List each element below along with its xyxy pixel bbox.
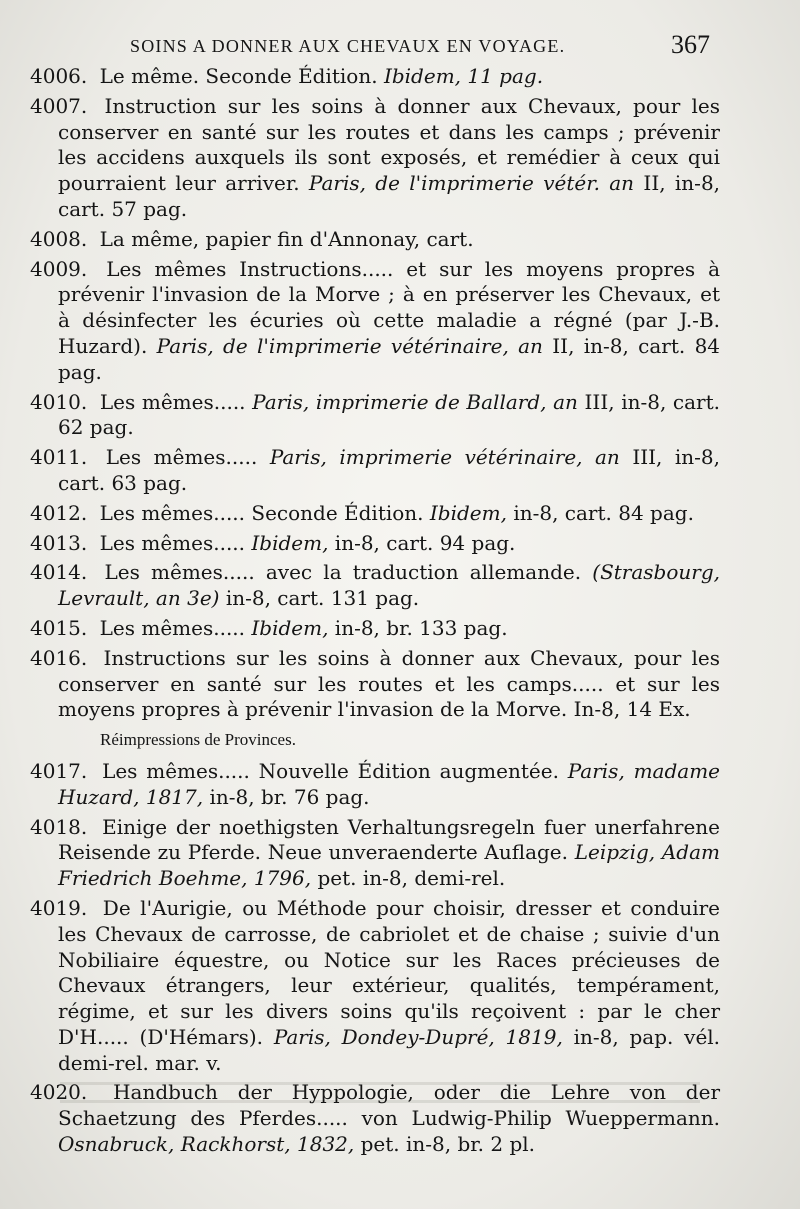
entry-number: 4013. (30, 530, 88, 555)
entry-number: 4012. (30, 500, 88, 525)
entry-title: Les mêmes..... (99, 615, 246, 640)
entry-title: Les mêmes..... avec la traduction allemande. (104, 560, 582, 585)
catalog-entry (30, 257, 720, 386)
catalog-entry (30, 64, 720, 90)
entry-title: Einige der noethigsten Verhaltungsregeln fuer unerfahrene Reisende zu Pferde. Neue unveraenderte Auflage. (58, 814, 720, 865)
entry-title: Les mêmes..... Seconde Édition. (99, 500, 424, 525)
entry-number: 4007. (30, 93, 88, 118)
entry-number: 4011. (30, 445, 88, 470)
catalog-entry (30, 815, 720, 892)
entry-format: in-8, cart. 84 pag. (513, 500, 694, 525)
entry-format: pet. in-8, br. 2 pl. (360, 1132, 536, 1157)
entry-title: Instruction sur les soins à donner aux Chevaux, pour les conserver en santé sur les routes et dans les camps ; prévenir les accidens auxquels ils sont exposés, et remédier à ceux qui pourraient leur arriver. (58, 93, 721, 196)
entry-title: Le même. Seconde Édition. (99, 64, 378, 88)
catalog-entry (30, 390, 720, 442)
entry-imprint: Paris, imprimerie vétérinaire, an (269, 445, 620, 470)
catalog-entry (30, 94, 720, 223)
entry-imprint: Paris, Dondey-Dupré, 1819, (273, 1024, 563, 1049)
entry-format: in-8, cart. 94 pag. (334, 530, 516, 555)
entry-imprint: (Strasbourg, Levrault, an 3e) (58, 560, 720, 611)
entry-format: II, in-8, cart. 84 pag. (58, 333, 721, 384)
entry-title: Les mêmes..... Nouvelle Édition augmentée. (102, 758, 559, 783)
entry-imprint: Paris, madame Huzard, 1817, (58, 758, 720, 809)
entry-format: in-8, pap. vél. demi-rel. mar. v. (58, 1024, 721, 1075)
entry-title: Les mêmes..... (99, 530, 246, 555)
entry-number: 4019. (30, 895, 88, 920)
running-head: SOINS A DONNER AUX CHEVAUX EN VOYAGE. (130, 36, 566, 56)
catalog-entry (30, 616, 720, 642)
entry-number: 4020. (30, 1080, 88, 1105)
entry-number: 4006. (30, 64, 88, 88)
entry-imprint: Ibidem, (251, 530, 329, 555)
catalog-entry (30, 896, 720, 1077)
entry-number: 4016. (30, 645, 88, 670)
entry-imprint: Osnabruck, Rackhorst, 1832, (58, 1132, 355, 1157)
catalog-entry (30, 1080, 720, 1157)
catalog-entries (30, 64, 720, 1162)
entry-title: Handbuch der Hyppologie, oder die Lehre von der Schaetzung des Pferdes..... von Ludwig-Philip Wueppermann. (58, 1080, 721, 1131)
catalog-entry (30, 646, 720, 723)
entry-title: Les mêmes..... (99, 389, 246, 414)
entry-format: III, in-8, cart. 62 pag. (58, 389, 721, 440)
entry-format: in-8, cart. 131 pag. (225, 586, 420, 611)
page-header (130, 30, 710, 62)
entry-number: 4014. (30, 560, 88, 585)
entry-format: III, in-8, cart. 63 pag. (58, 445, 720, 495)
entry-imprint: Leipzig, Adam Friedrich Boehme, 1796, (58, 840, 721, 891)
entry-title: Les mêmes..... (105, 445, 258, 470)
entry-title: Les mêmes Instructions..... et sur les moyens propres à prévenir l'invasion de la Morve ; à en préserver les Chevaux, et à désinfecter les écuries où cette maladie a régné (par J.-B. Huzard). (58, 256, 721, 358)
entry-imprint: Paris, imprimerie de Ballard, an (252, 389, 578, 414)
entry-title: De l'Aurigie, ou Méthode pour choisir, dresser et conduire les Chevaux de carrosse, de cabriolet et de chaise ; suivie d'un Nobiliaire équestre, ou Notice sur les Races précieuses de Chevaux étrangers, leur extérieur, qualités, tempérament, régime, et sur les divers soins qu'ils reçoivent : par le cher D'H..... (D'Hémars). (58, 895, 721, 1049)
section-note: Réimpressions de Provinces. (100, 730, 296, 750)
page-number: 367 (671, 30, 710, 59)
entry-number: 4010. (30, 389, 88, 414)
entry-number: 4009. (30, 256, 88, 281)
entry-number: 4008. (30, 226, 88, 251)
entry-format: in-8, br. 76 pag. (209, 784, 370, 809)
entry-imprint: Ibidem, 11 pag. (383, 64, 544, 88)
entry-title: Instructions sur les soins à donner aux Chevaux, pour les conserver en santé sur les routes et les camps..... et sur les moyens propres à prévenir l'invasion de la Morve. In-8, 14 Ex. (58, 645, 720, 722)
entry-number: 4018. (30, 814, 88, 839)
catalog-entry (30, 759, 720, 811)
entry-imprint: Paris, de l'imprimerie vétér. an (308, 171, 635, 196)
entry-format: in-8, br. 133 pag. (334, 615, 508, 640)
entry-imprint: Ibidem, (429, 500, 507, 525)
entry-format: II, in-8, cart. 57 pag. (58, 171, 721, 221)
entry-imprint: Ibidem, (251, 615, 329, 640)
entry-number: 4017. (30, 758, 88, 783)
entry-title: La même, papier fin d'Annonay, cart. (99, 226, 474, 251)
entry-imprint: Paris, de l'imprimerie vétérinaire, an (156, 333, 543, 358)
entry-number: 4015. (30, 615, 88, 640)
catalog-entry (30, 560, 720, 612)
catalog-entry (30, 227, 720, 253)
catalog-entry (30, 501, 720, 527)
entry-format: pet. in-8, demi-rel. (317, 866, 506, 891)
catalog-entry (30, 445, 720, 497)
catalog-entry (30, 531, 720, 557)
